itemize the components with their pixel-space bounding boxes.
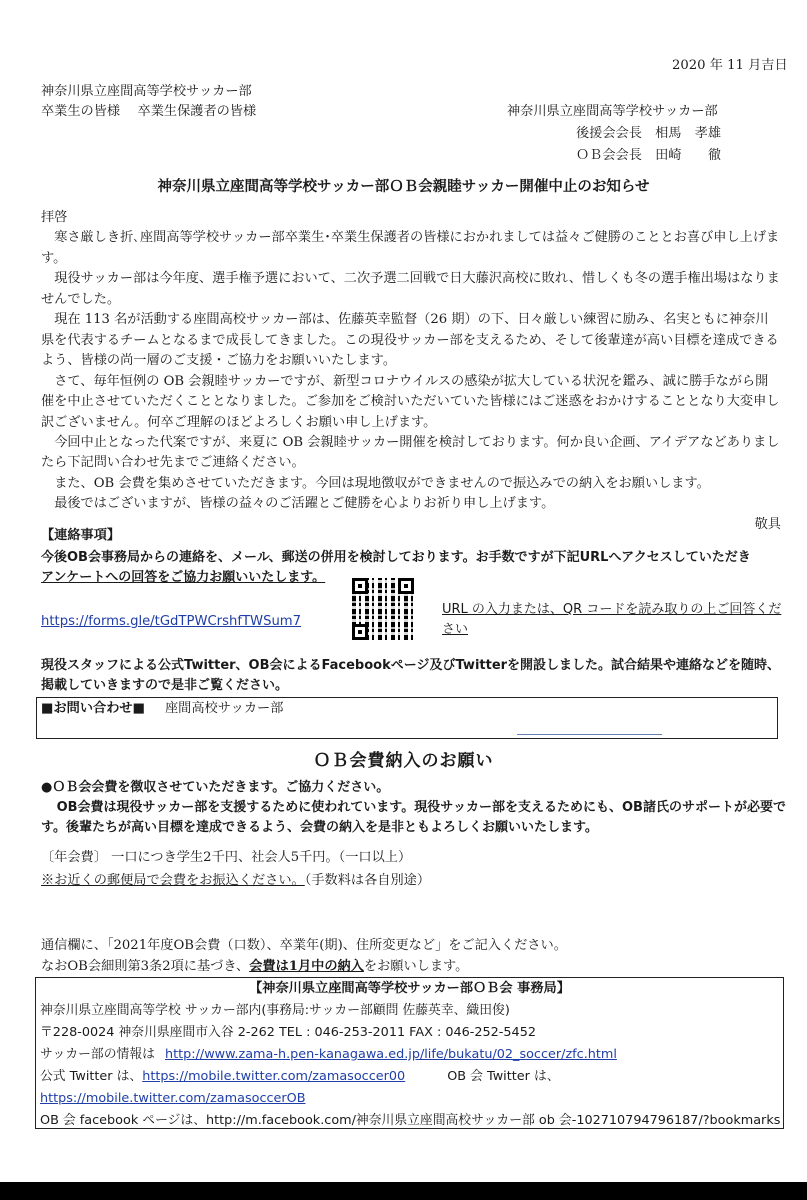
twitter-ob-link[interactable]: https://mobile.twitter.com/zamasoccerOB — [40, 1091, 306, 1106]
closing: 敬具 — [754, 516, 781, 532]
paragraph-4: さて、毎年恒例の OB 会親睦サッカーですが、新型コロナウイルスの感染が拡大している状況を鑑み、誠に勝手ながら開催を中止させていただくこととなりました。ご参加をご検討いただいていた皆様にはご迷惑をおかけすることとなり大変申し訳ございません。何卒ご理解のほどよろしくお願い申し上げます。 — [41, 373, 780, 430]
paragraph-7: 最後ではございますが、皆様の益々のご活躍とご健勝を心よりお祈り申し上げます。 — [54, 496, 555, 512]
sender-supporter-chair: 後援会会長 相馬 孝雄 — [576, 126, 722, 141]
form-url-link[interactable]: https://forms.gle/tGdTPWCrshfTWSum7 — [41, 614, 302, 629]
sns-announcement: 現役スタッフによる公式Twitter、OB会によるFacebookページ及びTwitterを開設しました。試合結果や連絡などを随時、掲載していきますので是非ご覧ください。 — [41, 658, 781, 694]
paragraph-1: 寒さ厳しき折､座間高等学校サッカー部卒業生･卒業生保護者の皆様におかれましては益々ご健勝のこととお喜び申し上げます。 — [41, 230, 780, 266]
contact-line-2: アンケートへの回答をご協力お願いいたします。 — [41, 570, 326, 586]
annual-fee: 〔年会費〕 一口につき学生2千円、社会人5千円。（一口以上） — [41, 850, 412, 865]
school-name: 神奈川県立座間高等学校サッカー部 — [41, 84, 252, 99]
payment-note — [41, 871, 430, 891]
inquiry-box — [36, 697, 778, 739]
inquiry-underline — [517, 734, 662, 735]
inquiry-value: 座間高校サッカー部 — [165, 701, 284, 716]
paragraph-6: また、OB 会費を集めさせていただきます。今回は現地徴収ができませんので振込みでの納入をお願いします。 — [54, 475, 710, 491]
letter-body — [41, 208, 781, 535]
paragraph-5: 今回中止となった代案ですが、来夏に OB 会親睦サッカー開催を検討しております。何か良い企画、アイデアなどありましたら下記問い合わせ先までご連絡ください。 — [41, 434, 780, 471]
office-line-1: 神奈川県立座間高等学校 サッカー部内(事務局:サッカー部顧問 佐藤英幸、織田俊) — [40, 1003, 510, 1018]
paragraph-2: 現役サッカー部は今年度、選手権予選において、二次予選二回戦で日大藤沢高校に敗れ、惜しくも冬の選手権出場はなりませんでした。 — [41, 271, 780, 307]
fee-heading: ＯＢ会費納入のお願い — [313, 751, 494, 771]
payment-note-main: ※お近くの郵便局で会費をお振込ください。 — [41, 873, 305, 888]
inquiry-label: ■お問い合わせ■ — [41, 701, 146, 716]
club-info — [40, 1044, 780, 1066]
page-title: 神奈川県立座間高等学校サッカー部ＯＢ会親睦サッカー開催中止のお知らせ — [157, 179, 650, 195]
club-info-link[interactable]: http://www.zama-h.pen-kanagawa.ed.jp/life/bukatu/02_soccer/zfc.html — [165, 1047, 617, 1062]
date: 2020 年 11 月吉日 — [672, 58, 788, 73]
payment-note-fee: （手数料は各自別途） — [304, 873, 431, 888]
deadline-emphasis: 会費は1月中の納入 — [249, 959, 364, 974]
qr-code[interactable] — [352, 578, 414, 640]
facebook-info: OB 会 facebook ページは、http://m.facebook.com/神奈川県立座間高校サッカー部 ob 会-102710794796187/?bookmarks — [40, 1113, 781, 1128]
memo-instructions: 通信欄に、「2021年度OB会費（口数）、卒業年(期)、住所変更など」をご記入ください。 — [41, 938, 567, 953]
contact-heading: 【連絡事項】 — [41, 528, 121, 543]
twitter-official-link[interactable]: https://mobile.twitter.com/zamasoccer00 — [142, 1069, 406, 1084]
fee-request — [41, 778, 791, 838]
sender-ob-chair: ＯＢ会会長 田崎 徹 — [576, 148, 722, 163]
contact-line-1: 今後OB会事務局からの連絡を、メール、郵送の併用を検討しております。お手数ですが下記URLへアクセスしていただき — [41, 550, 751, 565]
qr-instructions: URL の入力または、QR コードを読み取りの上ご回答ください — [442, 602, 782, 638]
office-details — [40, 1000, 780, 1132]
greeting: 拝啓 — [41, 210, 68, 225]
deadline-suffix: をお願いします。 — [363, 959, 469, 974]
twitter-links — [40, 1066, 780, 1110]
twitter-ob-label: OB 会 Twitter は、 — [447, 1069, 560, 1084]
recipients: 卒業生の皆様 卒業生保護者の皆様 — [41, 104, 257, 119]
payment-deadline — [41, 957, 468, 977]
sender-org: 神奈川県立座間高等学校サッカー部 — [507, 104, 718, 119]
fee-line-2: OB会費は現役サッカー部を支援するために使われています。現役サッカー部を支えるためにも、OB諸氏のサポートが必要です。後輩たちが高い目標を達成できるよう、会費の納入を是非ともよろしくお願いいたします。 — [41, 800, 786, 836]
office-line-2: 〒228-0024 神奈川県座間市入谷 2-262 TEL : 046-253-2011 FAX : 046-252-5452 — [40, 1025, 536, 1040]
office-box — [35, 977, 784, 1129]
paragraph-3: 現在 113 名が活動する座間高校サッカー部は、佐藤英幸監督（26 期）の下、日々厳しい練習に励み、名実ともに神奈川県を代表するチームとなるまで成長してきました。この現役サッカー部を支えるため、そして後輩達が高い目標を達成できるよう、皆様の尚一層のご支援・ご協力をお願いいたします。 — [41, 312, 779, 369]
club-info-label: サッカー部の情報は — [40, 1047, 155, 1062]
office-title: 【神奈川県立座間高等学校サッカー部ＯＢ会 事務局】 — [249, 981, 570, 996]
fee-line-1: ●ＯＢ会会費を徴収させていただきます。ご協力ください。 — [41, 780, 390, 795]
deadline-prefix: なおOB会細則第3条2項に基づき、 — [41, 959, 250, 974]
form-link[interactable] — [41, 612, 301, 632]
twitter-official-label: 公式 Twitter は、 — [40, 1069, 143, 1084]
scan-border — [0, 1182, 807, 1200]
